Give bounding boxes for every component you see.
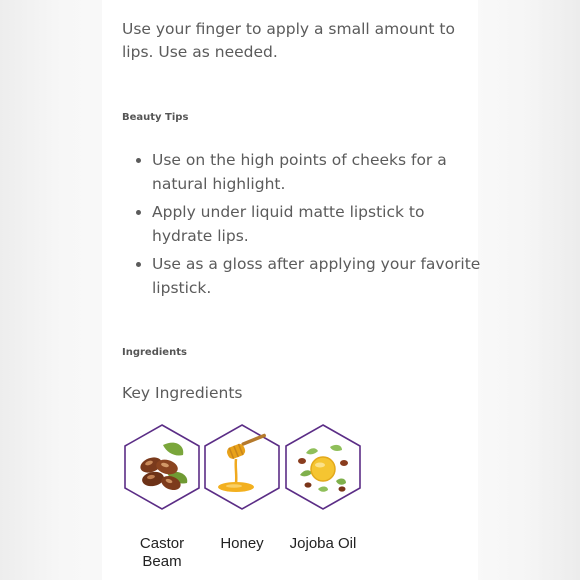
usage-instructions: Use your finger to apply a small amount to lips. Use as needed. <box>122 20 455 61</box>
right-margin <box>478 0 580 580</box>
ingredient-castor-bean <box>122 423 202 571</box>
castor-bean-icon <box>123 423 201 511</box>
ingredient-honey <box>202 423 282 553</box>
beauty-tip-item: • Use on the high points of cheeks for a natural highlight. <box>152 148 482 196</box>
ingredient-name: Castor Beam <box>139 535 185 570</box>
product-details-panel <box>102 0 481 580</box>
beauty-tips-heading: Beauty Tips <box>122 112 189 123</box>
beauty-tip-item: • Apply under liquid matte lipstick to hydrate lips. <box>152 200 482 248</box>
left-margin <box>0 0 102 580</box>
ingredient-jojoba-oil <box>283 423 363 553</box>
ingredient-name: Jojoba Oil <box>289 535 357 552</box>
ingredients-heading: Ingredients <box>122 347 187 358</box>
key-ingredients-title: Key Ingredients <box>122 384 243 402</box>
honey-icon <box>203 423 281 511</box>
jojoba-oil-icon <box>284 423 362 511</box>
beauty-tips-list <box>132 148 482 304</box>
beauty-tip-item: • Use as a gloss after applying your favorite lipstick. <box>152 252 482 300</box>
ingredient-name: Honey <box>220 535 264 552</box>
